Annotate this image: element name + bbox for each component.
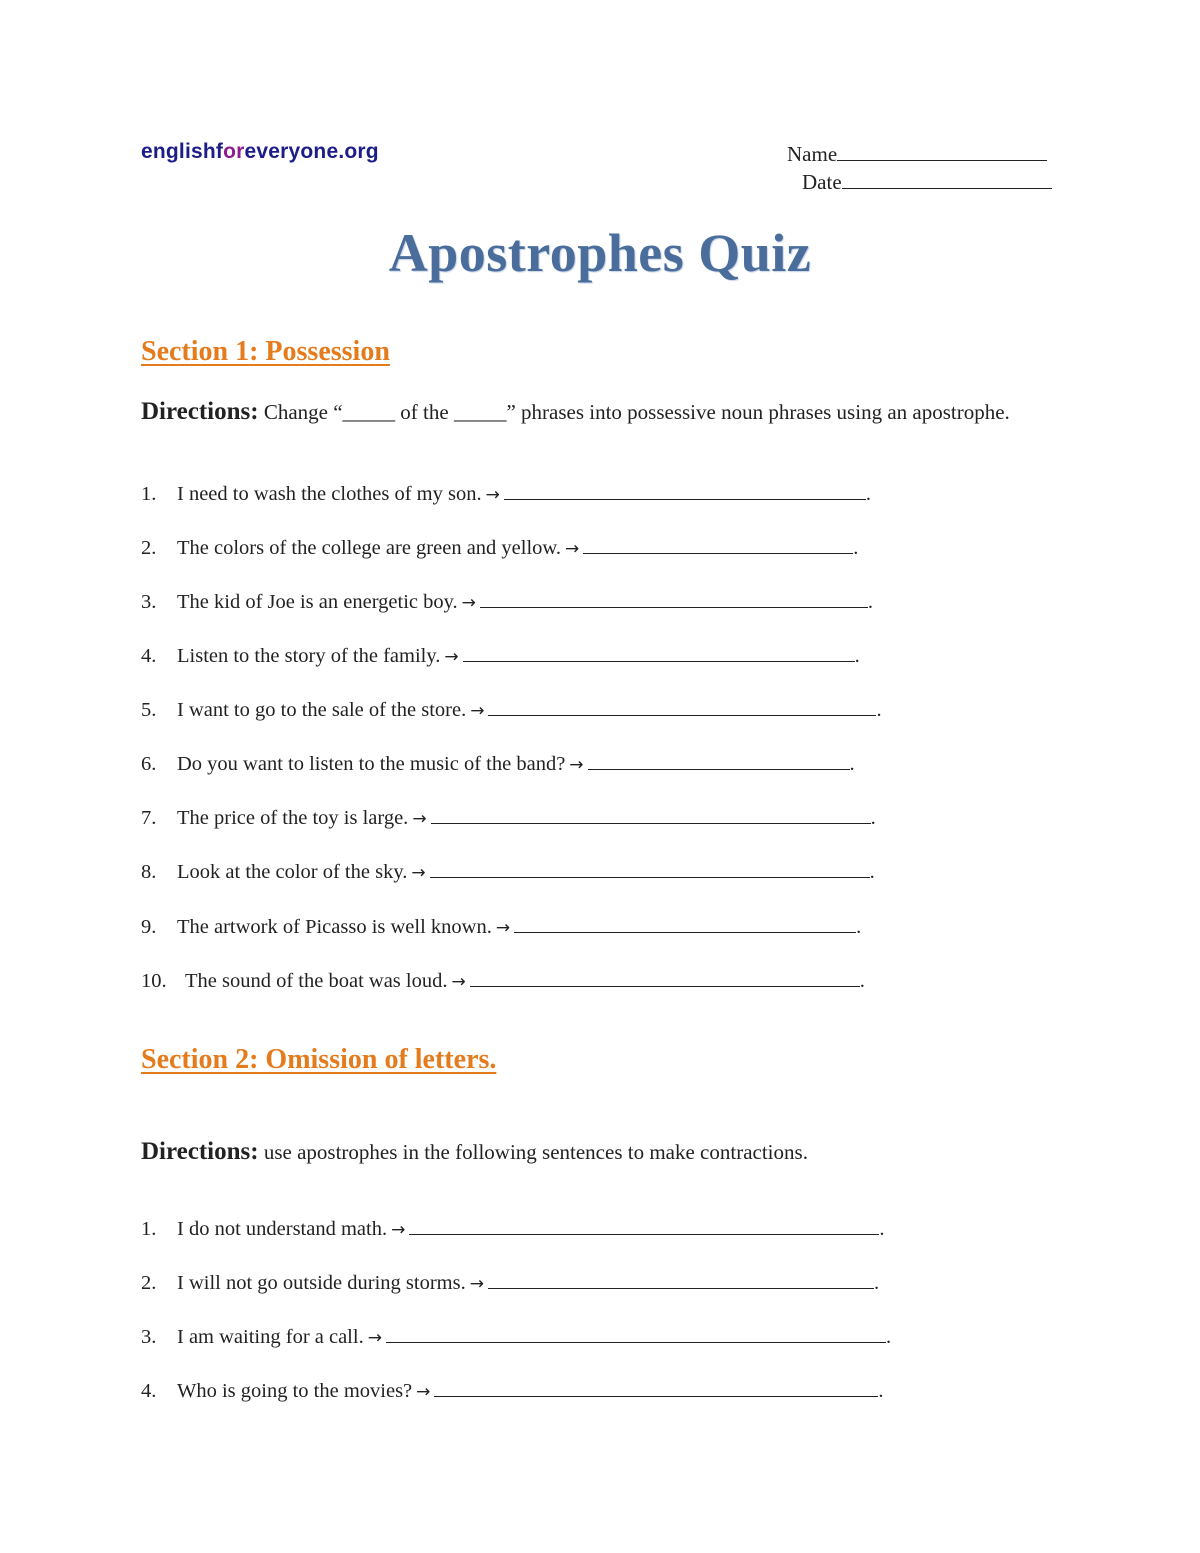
answer-blank[interactable]: [583, 539, 853, 554]
item-number: 4.: [141, 645, 157, 667]
item-sentence: I am waiting for a call.: [177, 1326, 364, 1348]
item-number: 1.: [141, 1218, 157, 1240]
answer-blank[interactable]: [430, 863, 870, 878]
item-number: 5.: [141, 699, 157, 721]
arrow-icon: →: [451, 972, 466, 992]
item-number: 7.: [141, 807, 157, 829]
answer-blank[interactable]: [463, 647, 855, 662]
name-blank[interactable]: [837, 143, 1047, 161]
item-number: 6.: [141, 753, 157, 775]
item-sentence: The kid of Joe is an energetic boy.: [177, 591, 458, 613]
section1-item: [141, 807, 876, 830]
answer-blank[interactable]: [504, 485, 866, 500]
item-period: .: [885, 1326, 892, 1348]
item-period: .: [879, 1218, 885, 1240]
logo-text-part3: everyone.org: [244, 140, 379, 163]
arrow-icon: →: [416, 1382, 431, 1402]
item-period: .: [849, 753, 855, 775]
arrow-icon: →: [565, 539, 580, 559]
item-sentence: The sound of the boat was loud.: [185, 970, 448, 992]
arrow-icon: →: [495, 918, 511, 938]
section2-directions: [141, 1135, 1041, 1169]
section1-item: [141, 970, 865, 993]
item-number: 2.: [141, 537, 157, 559]
arrow-icon: →: [367, 1328, 382, 1348]
answer-blank[interactable]: [488, 701, 876, 716]
arrow-icon: →: [485, 485, 500, 505]
section1-directions-label: Directions:: [141, 398, 259, 425]
answer-blank[interactable]: [514, 918, 856, 933]
section1-item: [141, 916, 861, 939]
section2-directions-label: Directions:: [141, 1138, 259, 1165]
arrow-icon: →: [391, 1220, 406, 1240]
arrow-icon: →: [412, 809, 427, 829]
item-period: .: [856, 916, 862, 938]
item-number: 3.: [141, 1326, 157, 1348]
answer-blank[interactable]: [409, 1220, 879, 1235]
section1-heading: Section 1: Possession: [141, 336, 390, 367]
section1-item: [141, 645, 860, 668]
item-period: .: [873, 1272, 880, 1294]
item-period: .: [870, 807, 876, 829]
section1-item: [141, 861, 875, 884]
logo-text-part1: englishf: [141, 140, 224, 163]
item-number: 4.: [141, 1380, 157, 1402]
answer-blank[interactable]: [488, 1274, 874, 1289]
item-sentence: Look at the color of the sky.: [177, 861, 408, 883]
item-number: 9.: [141, 916, 157, 938]
section1-item: [141, 483, 871, 506]
item-sentence: The artwork of Picasso is well known.: [177, 916, 492, 938]
site-logo: [141, 140, 379, 164]
arrow-icon: →: [569, 755, 584, 775]
item-sentence: The price of the toy is large.: [177, 807, 409, 829]
section2-heading: Section 2: Omission of letters.: [141, 1044, 497, 1075]
date-label: Date: [802, 170, 842, 194]
arrow-icon: →: [444, 647, 459, 667]
page-title: Apostrophes Quiz: [388, 223, 812, 283]
item-sentence: Who is going to the movies?: [177, 1380, 413, 1402]
section1-item: [141, 753, 855, 776]
section1-directions-text: Change “_____ of the _____” phrases into possessive noun phrases using an apostrophe.: [258, 400, 1010, 424]
answer-blank[interactable]: [434, 1382, 878, 1397]
answer-blank[interactable]: [588, 755, 850, 770]
item-period: .: [878, 1380, 884, 1402]
item-period: .: [867, 591, 874, 613]
answer-blank[interactable]: [470, 972, 860, 987]
answer-blank[interactable]: [386, 1328, 886, 1343]
item-period: .: [876, 699, 882, 721]
item-number: 10.: [141, 970, 167, 992]
item-sentence: I do not understand math.: [177, 1218, 388, 1240]
answer-blank[interactable]: [480, 593, 868, 608]
item-period: .: [859, 970, 865, 992]
item-period: .: [865, 483, 871, 505]
item-sentence: I will not go outside during storms.: [177, 1272, 466, 1294]
section2-item: [141, 1272, 879, 1295]
item-number: 1.: [141, 483, 157, 505]
item-number: 3.: [141, 591, 157, 613]
arrow-icon: →: [469, 1274, 484, 1294]
item-period: .: [853, 537, 859, 559]
arrow-icon: →: [470, 701, 485, 721]
name-label: Name: [787, 142, 838, 166]
section1-item: [141, 591, 873, 614]
section1-directions: [141, 395, 1041, 429]
section2-item: [141, 1326, 891, 1349]
section2-item: [141, 1380, 884, 1403]
item-sentence: Do you want to listen to the music of the band?: [177, 753, 566, 775]
name-field: [787, 142, 1047, 167]
item-sentence: I need to wash the clothes of my son.: [177, 483, 482, 505]
item-period: .: [869, 861, 875, 883]
section1-item: [141, 699, 882, 722]
date-field: [802, 170, 1052, 195]
section2-item: [141, 1218, 884, 1241]
logo-text-part2: or: [223, 140, 245, 163]
item-number: 2.: [141, 1272, 157, 1294]
answer-blank[interactable]: [431, 809, 871, 824]
date-blank[interactable]: [842, 171, 1052, 189]
item-sentence: The colors of the college are green and yellow.: [177, 537, 562, 559]
arrow-icon: →: [411, 863, 426, 883]
item-sentence: I want to go to the sale of the store.: [177, 699, 467, 721]
section2-directions-text: use apostrophes in the following sentences to make contractions.: [258, 1140, 808, 1164]
item-number: 8.: [141, 861, 157, 883]
item-sentence: Listen to the story of the family.: [177, 645, 441, 667]
item-period: .: [854, 645, 860, 667]
section1-item: [141, 537, 858, 560]
arrow-icon: →: [461, 593, 476, 613]
